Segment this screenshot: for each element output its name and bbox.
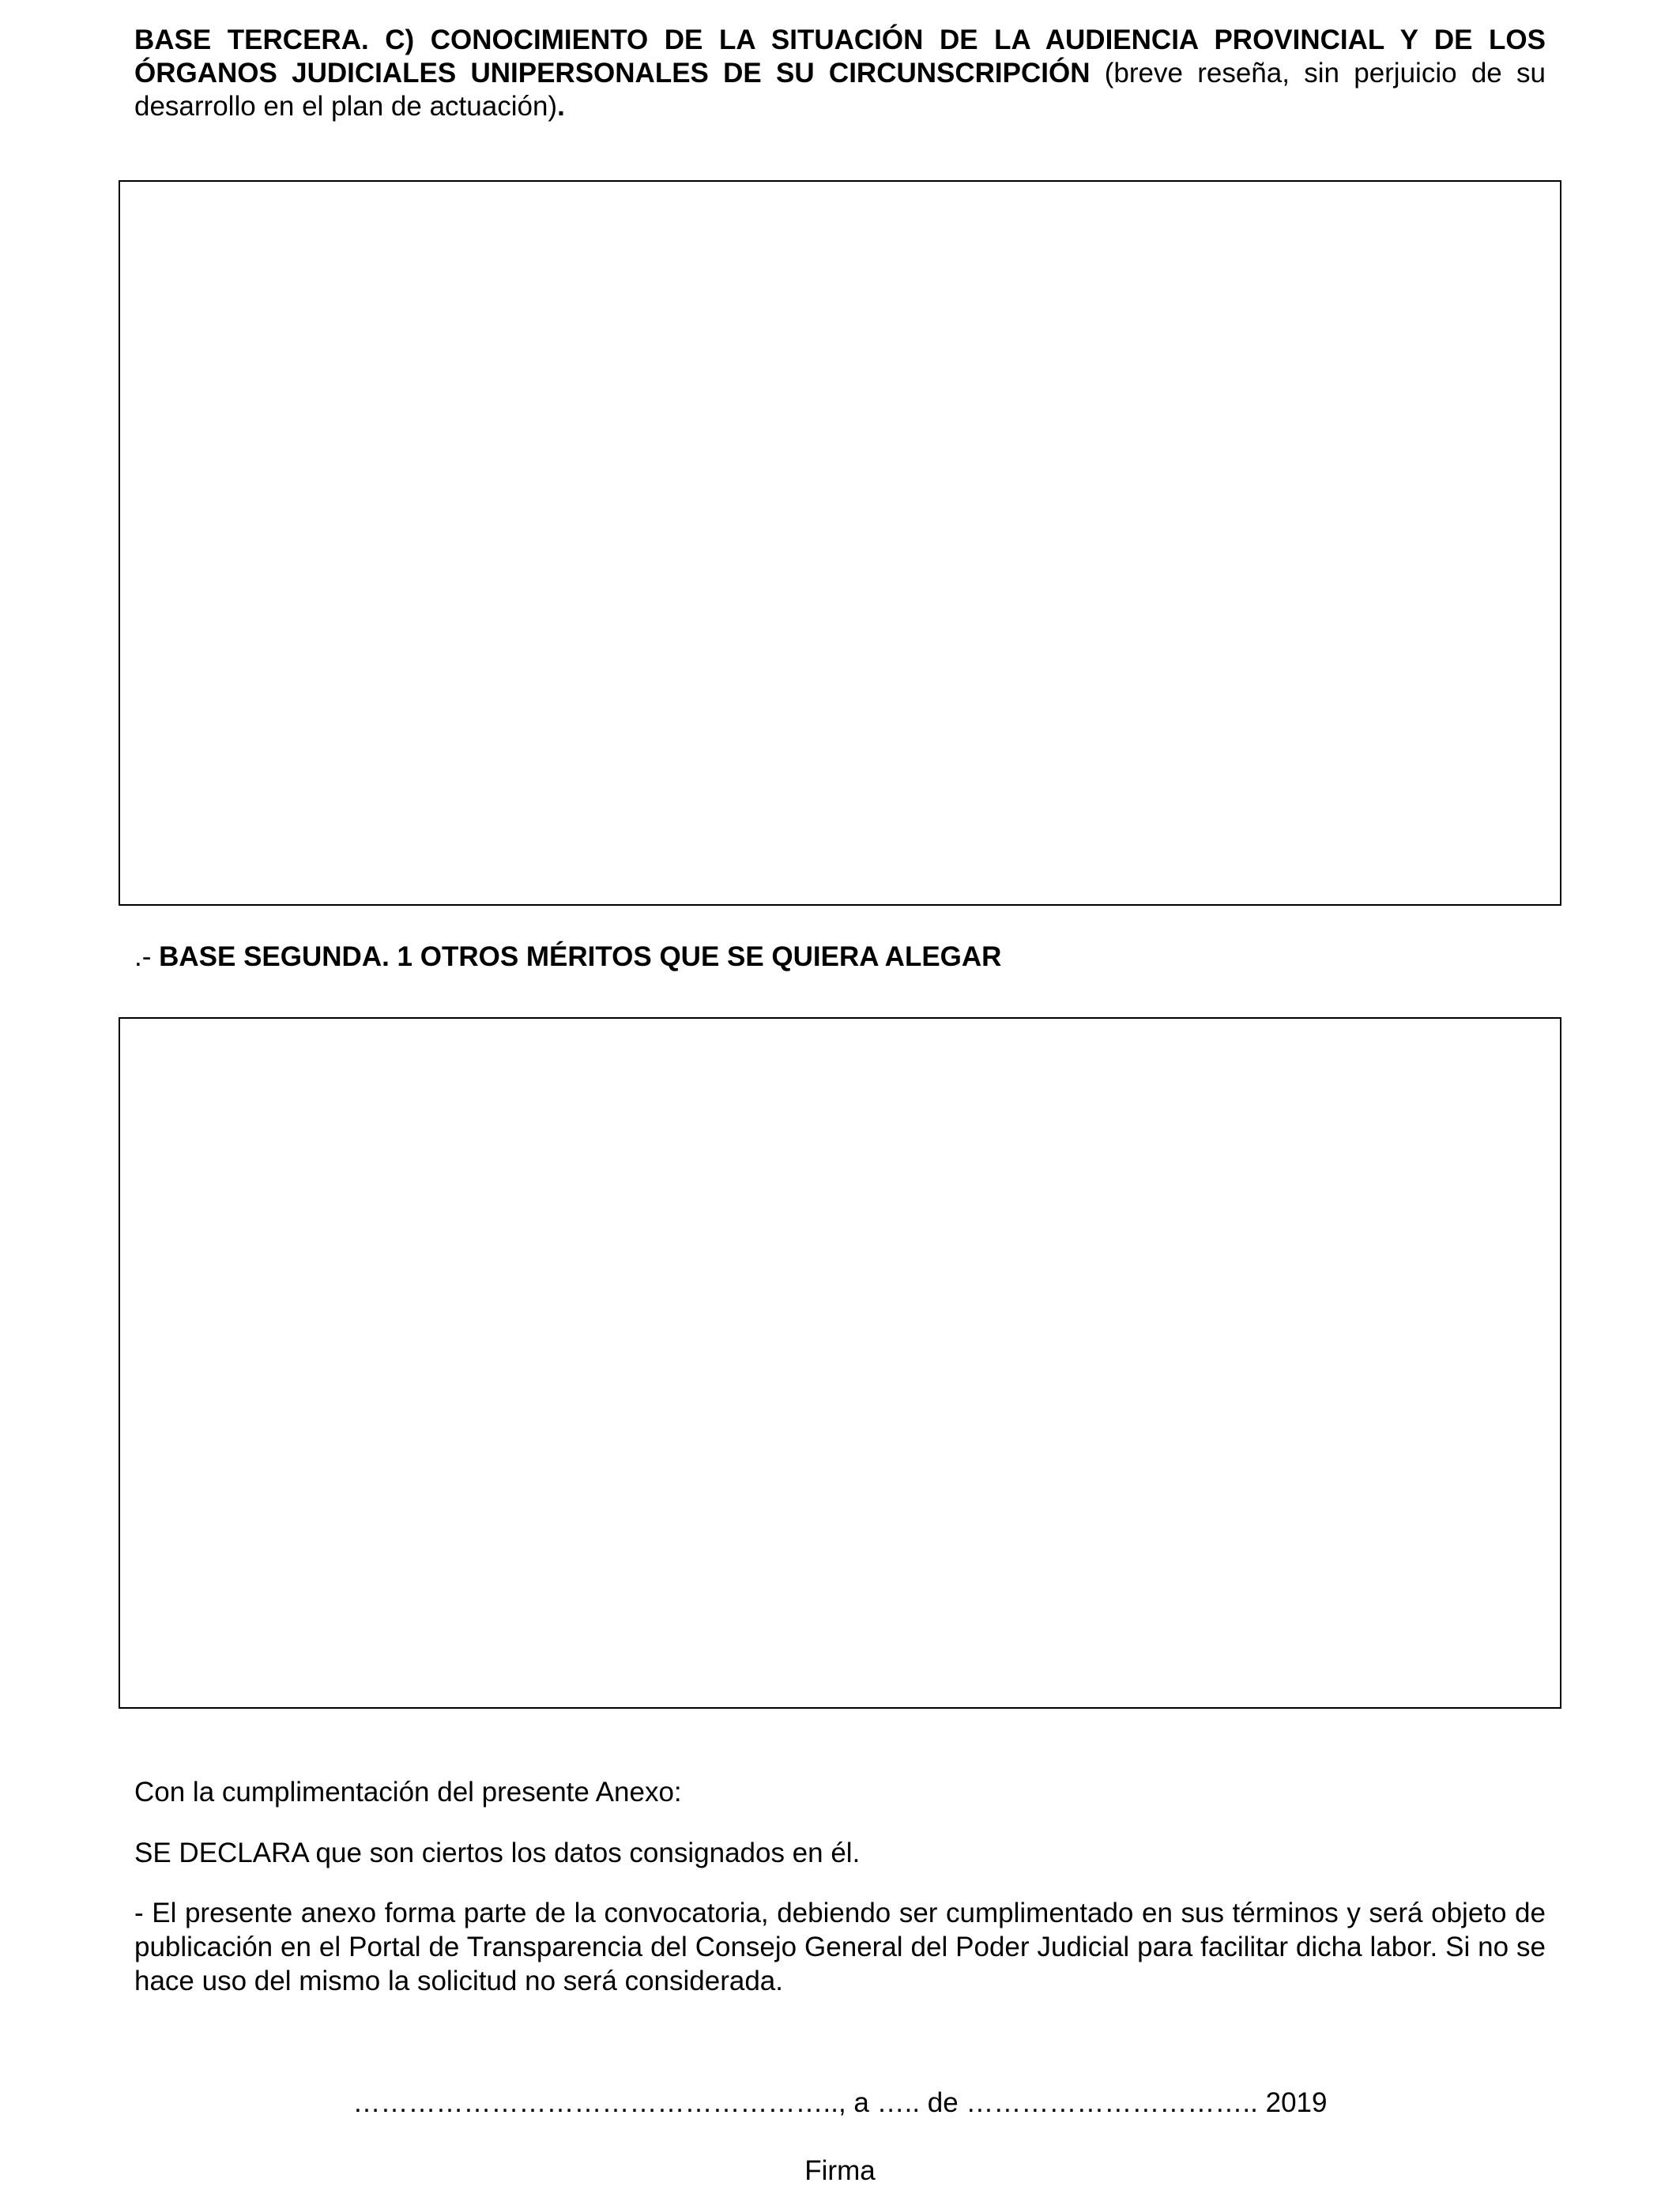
other-merits-prefix: .- xyxy=(134,941,160,972)
section-c-heading-note: (breve reseña, sin perjuicio de su desarrollo en el plan de actuación) xyxy=(134,58,1546,122)
section-c-heading xyxy=(134,24,1546,123)
other-merits-text-box[interactable] xyxy=(119,1017,1561,1709)
declaration-note: - El presente anexo forma parte de la convocatoria, debiendo ser cumplimentado en sus términos y será objeto de publicación en el Portal de Transparencia del Consejo General del Poder Judicial para facilitar dicha labor. Si no se hace uso del mismo la solicitud no será considerada. xyxy=(134,1898,1546,1996)
declaration-statement: SE DECLARA que son ciertos los datos consignados en él. xyxy=(134,1838,861,1868)
declaration-intro: Con la cumplimentación del presente Anexo: xyxy=(134,1777,682,1808)
other-merits-heading xyxy=(134,941,1546,974)
signature-label: Firma xyxy=(804,2155,876,2186)
section-c-heading-bold: BASE TERCERA. C) CONOCIMIENTO DE LA SITUACIÓN DE LA AUDIENCIA PROVINCIAL Y DE LOS ÓRGANOS JUDICIALES UNIPERSONALES DE SU CIRCUNSCRIPCIÓN xyxy=(134,25,1546,89)
section-c-heading-end: . xyxy=(557,91,565,122)
other-merits-heading-bold: BASE SEGUNDA. 1 OTROS MÉRITOS QUE SE QUIERA ALEGAR xyxy=(159,941,1002,972)
section-c-text-box[interactable] xyxy=(119,180,1561,906)
signature-dateline: …………………………………………….., a ….. de ………………………….. 2019 xyxy=(352,2087,1328,2118)
